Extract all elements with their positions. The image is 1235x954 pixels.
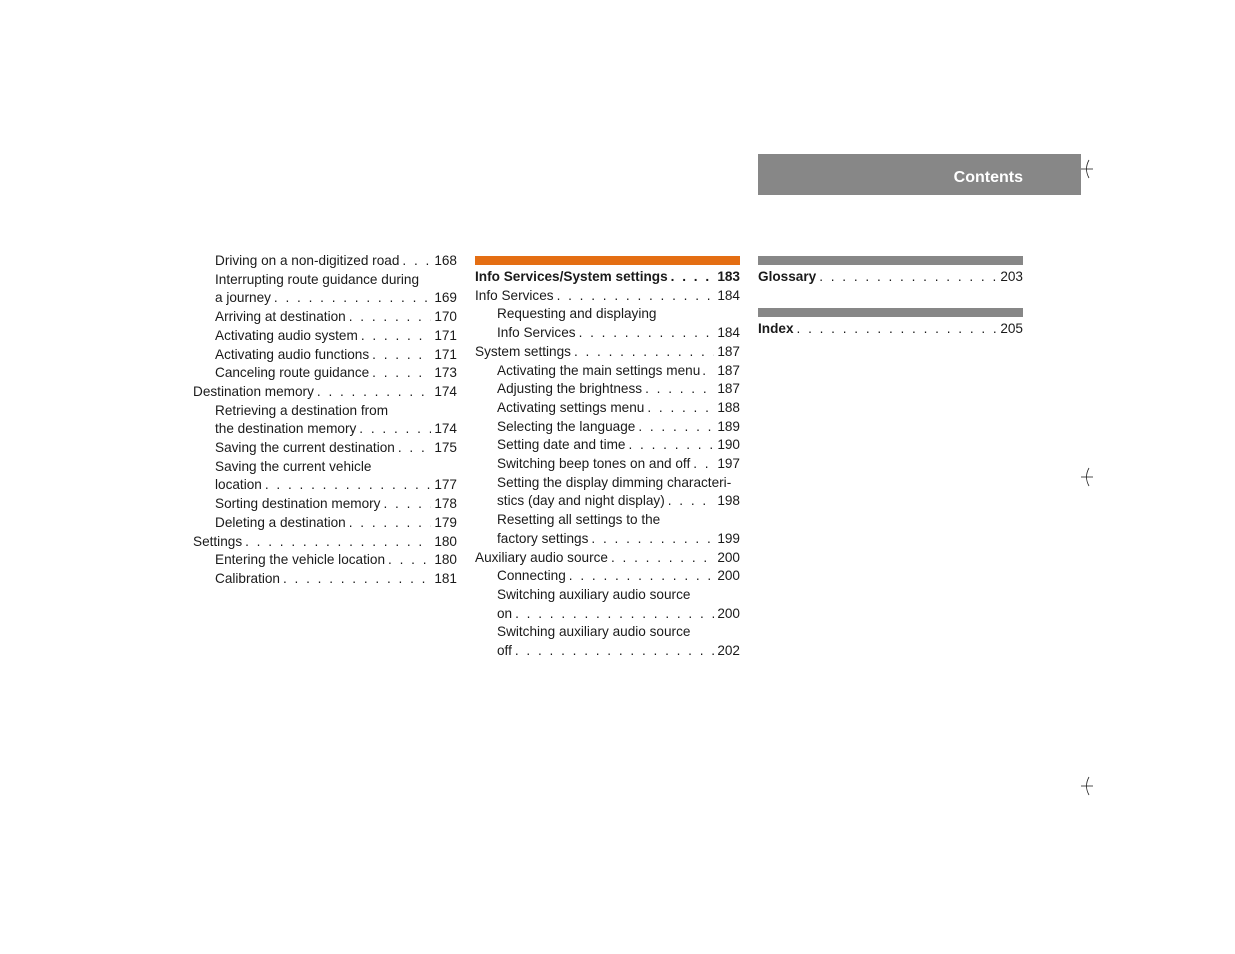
crop-mark-icon xyxy=(1080,467,1094,487)
section-bar xyxy=(475,256,740,265)
toc-entry[interactable]: Activating settings menu . . . 188 xyxy=(475,399,740,418)
toc-column-2 xyxy=(475,256,740,661)
toc-entry[interactable]: off . . . 202 xyxy=(475,642,740,661)
page-title: Contents xyxy=(953,169,1023,186)
toc-entry-line[interactable]: Switching auxiliary audio source xyxy=(497,586,691,602)
toc-entry[interactable]: Activating the main settings menu . . . 187 xyxy=(475,362,740,381)
toc-entry[interactable]: Info Services . . . 184 xyxy=(475,287,740,306)
section-bar xyxy=(758,308,1023,317)
toc-entry-line[interactable]: Retrieving a destination from xyxy=(215,402,389,418)
toc-column-3 xyxy=(758,256,1023,338)
toc-entry-line[interactable]: Requesting and displaying xyxy=(497,306,657,322)
toc-entry-line[interactable]: Resetting all settings to the xyxy=(497,512,661,528)
toc-entry[interactable]: Settings . . . 180 xyxy=(193,533,457,552)
toc-entry[interactable]: Arriving at destination . . . 170 xyxy=(193,308,457,327)
toc-entry[interactable]: Sorting destination memory . . . 178 xyxy=(193,495,457,514)
toc-entry[interactable]: location . . . 177 xyxy=(193,476,457,495)
toc-column-1 xyxy=(193,252,457,589)
toc-entry[interactable]: Adjusting the brightness . . . 187 xyxy=(475,380,740,399)
toc-entry[interactable]: Setting date and time . . . 190 xyxy=(475,436,740,455)
toc-entry[interactable]: Canceling route guidance . . . 173 xyxy=(193,364,457,383)
toc-entry-line[interactable]: Interrupting route guidance during xyxy=(215,271,420,287)
crop-mark-icon xyxy=(1080,776,1094,796)
toc-entry[interactable]: Destination memory . . . 174 xyxy=(193,383,457,402)
toc-entry[interactable]: Activating audio functions . . . 171 xyxy=(193,346,457,365)
toc-entry[interactable]: Auxiliary audio source . . . 200 xyxy=(475,549,740,568)
toc-entry[interactable]: on . . . 200 xyxy=(475,605,740,624)
toc-entry[interactable]: the destination memory . . . 174 xyxy=(193,420,457,439)
section-heading-glossary[interactable]: Glossary . . . 203 xyxy=(758,268,1023,287)
section-heading-info-services[interactable]: Info Services/System settings . . . 183 xyxy=(475,268,740,287)
toc-entry-line[interactable]: Switching auxiliary audio source xyxy=(497,624,691,640)
toc-entry[interactable]: Saving the current destination . . . 175 xyxy=(193,439,457,458)
crop-mark-icon xyxy=(1080,159,1094,179)
toc-entry[interactable]: Info Services . . . 184 xyxy=(475,324,740,343)
toc-entry[interactable]: stics (day and night display) . . . 198 xyxy=(475,492,740,511)
contents-header-bar xyxy=(758,154,1081,195)
section-bar xyxy=(758,256,1023,265)
toc-entry[interactable]: System settings . . . 187 xyxy=(475,343,740,362)
toc-entry[interactable]: Connecting . . . 200 xyxy=(475,567,740,586)
toc-entry[interactable]: Driving on a non-digitized road . . . 168 xyxy=(193,252,457,271)
toc-entry[interactable]: Calibration . . . 181 xyxy=(193,570,457,589)
section-heading-index[interactable]: Index . . . 205 xyxy=(758,320,1023,339)
toc-entry[interactable]: Deleting a destination . . . 179 xyxy=(193,514,457,533)
toc-entry[interactable]: a journey . . . 169 xyxy=(193,289,457,308)
toc-entry[interactable]: factory settings . . . 199 xyxy=(475,530,740,549)
toc-entry[interactable]: Switching beep tones on and off . . . 197 xyxy=(475,455,740,474)
toc-entry[interactable]: Activating audio system . . . 171 xyxy=(193,327,457,346)
toc-entry-line[interactable]: Saving the current vehicle xyxy=(215,458,372,474)
toc-entry[interactable]: Selecting the language . . . 189 xyxy=(475,418,740,437)
toc-entry-line[interactable]: Setting the display dimming characteri- xyxy=(497,474,732,490)
toc-entry[interactable]: Entering the vehicle location . . . 180 xyxy=(193,551,457,570)
